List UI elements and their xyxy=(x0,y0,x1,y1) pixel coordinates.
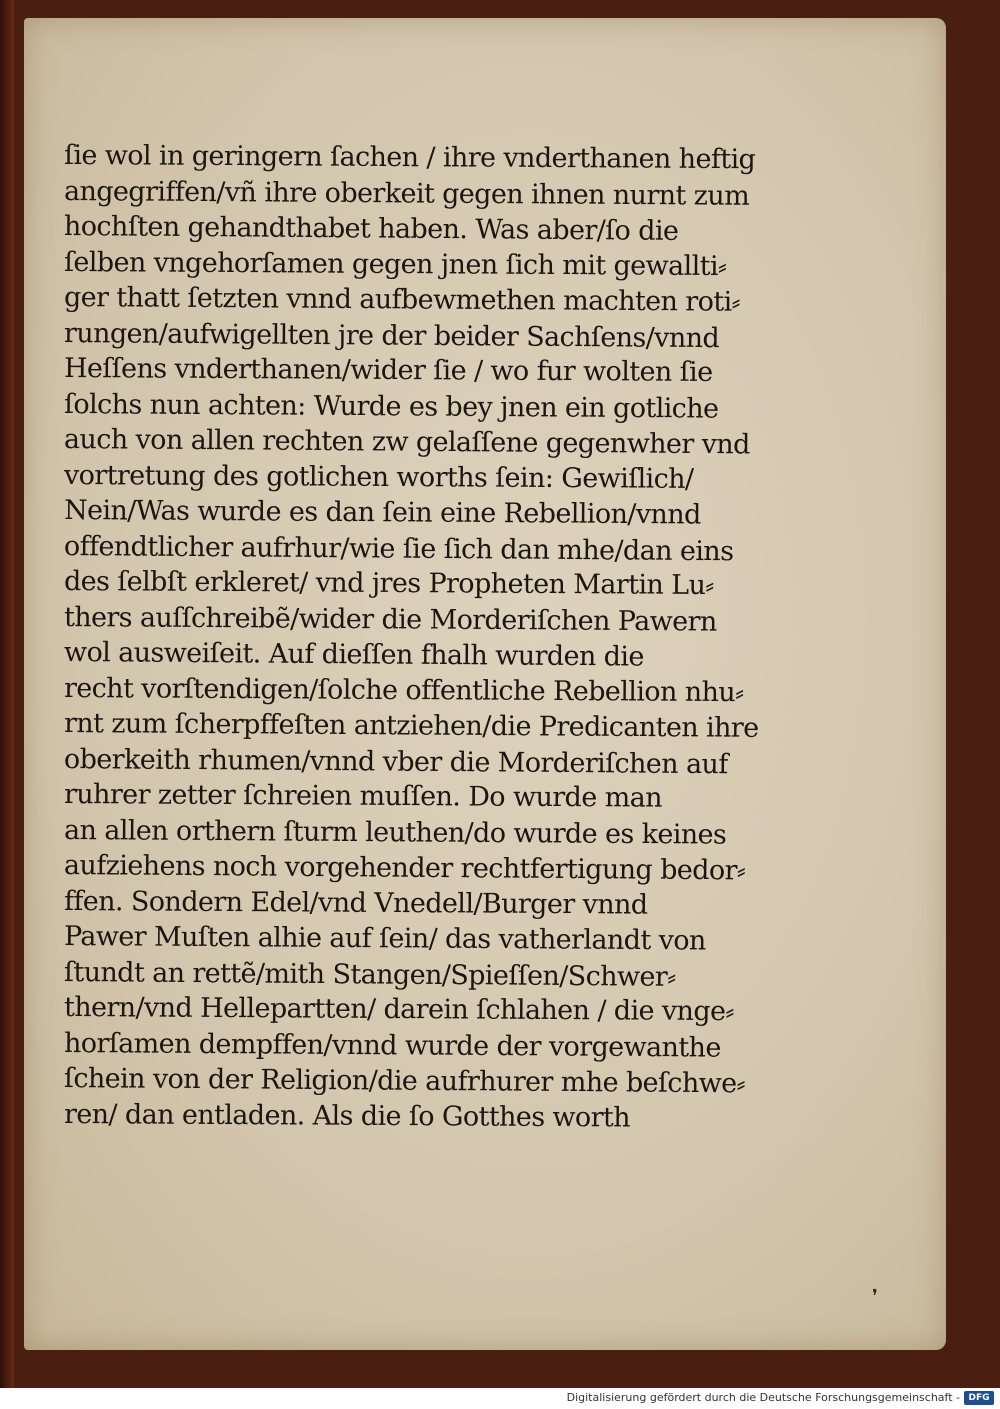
text-line: ſchein von der Religion/die aufrhurer mhe beſchwe⸗ xyxy=(63,1063,746,1100)
footer-credit: Digitalisierung gefördert durch die Deutsche Forschungsgemeinschaft - xyxy=(566,1391,960,1404)
text-line: Nein/Was wurde es dan ſein eine Rebellion/vnnd xyxy=(63,495,701,531)
dfg-logo: DFG xyxy=(964,1391,994,1405)
text-line: rnt zum ſcherpffeſten antziehen/die Predicanten ihre xyxy=(63,708,759,744)
text-line: thern/vnd Hellepartten/ darein ſchlahen / die vnge⸗ xyxy=(63,992,734,1028)
book-page xyxy=(24,18,946,1350)
text-line: offendtlicher aufrhur/wie ſie ſich dan mhe/dan eins xyxy=(63,530,734,567)
text-line: thers auſſchreibẽ/wider die Morderiſchen Pawern xyxy=(63,601,717,638)
text-line: ſtundt an rettẽ/mith Stangen/Spieſſen/Schwer⸗ xyxy=(63,956,676,993)
text-line: oberkeith rhumen/vnnd vber die Morderiſchen auf xyxy=(63,743,728,780)
margin-mark: ❜ xyxy=(872,1286,878,1307)
text-line: aufziehens noch vorgehender rechtfertigung bedor⸗ xyxy=(63,850,746,887)
text-line: ſolchs nun achten: Wurde es bey jnen ein gotliche xyxy=(63,388,719,425)
text-line: angegriffen/vñ ihre oberkeit gegen ihnen nurnt zum xyxy=(63,175,750,212)
text-line: Heſſens vnderthanen/wider ſie / wo fur wolten ſie xyxy=(63,353,713,388)
text-line: an allen orthern ſturm leuthen/do wurde es keines xyxy=(63,814,727,851)
text-line: Pawer Muſten alhie auf ſein/ das vatherlandt von xyxy=(63,921,706,957)
text-line: wol ausweiſeit. Auf dieſſen fhalh wurden die xyxy=(63,637,644,673)
text-line: des ſelbſt erkleret/ vnd jres Propheten Martin Lu⸗ xyxy=(63,566,714,601)
text-line: ffen. Sondern Edel/vnd Vnedell/Burger vnnd xyxy=(63,885,648,921)
text-line: horſamen dempffen/vnnd wurde der vorgewanthe xyxy=(63,1027,721,1064)
text-line: ſie wol in geringern ſachen / ihre vnderthanen heftig xyxy=(63,140,756,176)
text-line: ger thatt ſetzten vnnd aufbewmethen machten roti⸗ xyxy=(63,282,741,318)
text-line: vortretung des gotlichen worths ſein: Gewiſlich/ xyxy=(63,459,694,495)
text-line: ren/ dan entladen. Als die ſo Gotthes worth xyxy=(63,1098,631,1133)
text-line: ruhrer zetter ſchreien muſſen. Do wurde man xyxy=(63,779,663,814)
binding-strip xyxy=(0,0,14,1388)
text-line: hochſten gehandthabet haben. Was aber/ſo die xyxy=(63,211,679,247)
text-block xyxy=(64,138,824,1132)
text-line: recht vorſtendigen/ſolche offentliche Rebellion nhu⸗ xyxy=(63,672,744,708)
text-line: auch von allen rechten zw gelaſſene gegenwher vnd xyxy=(63,424,750,461)
text-line: rungen/aufwigellten jre der beider Sachſens/vnnd xyxy=(63,317,720,354)
footer-bar xyxy=(0,1388,1000,1409)
text-line: ſelben vngehorſamen gegen jnen ſich mit gewallti⸗ xyxy=(63,246,727,282)
